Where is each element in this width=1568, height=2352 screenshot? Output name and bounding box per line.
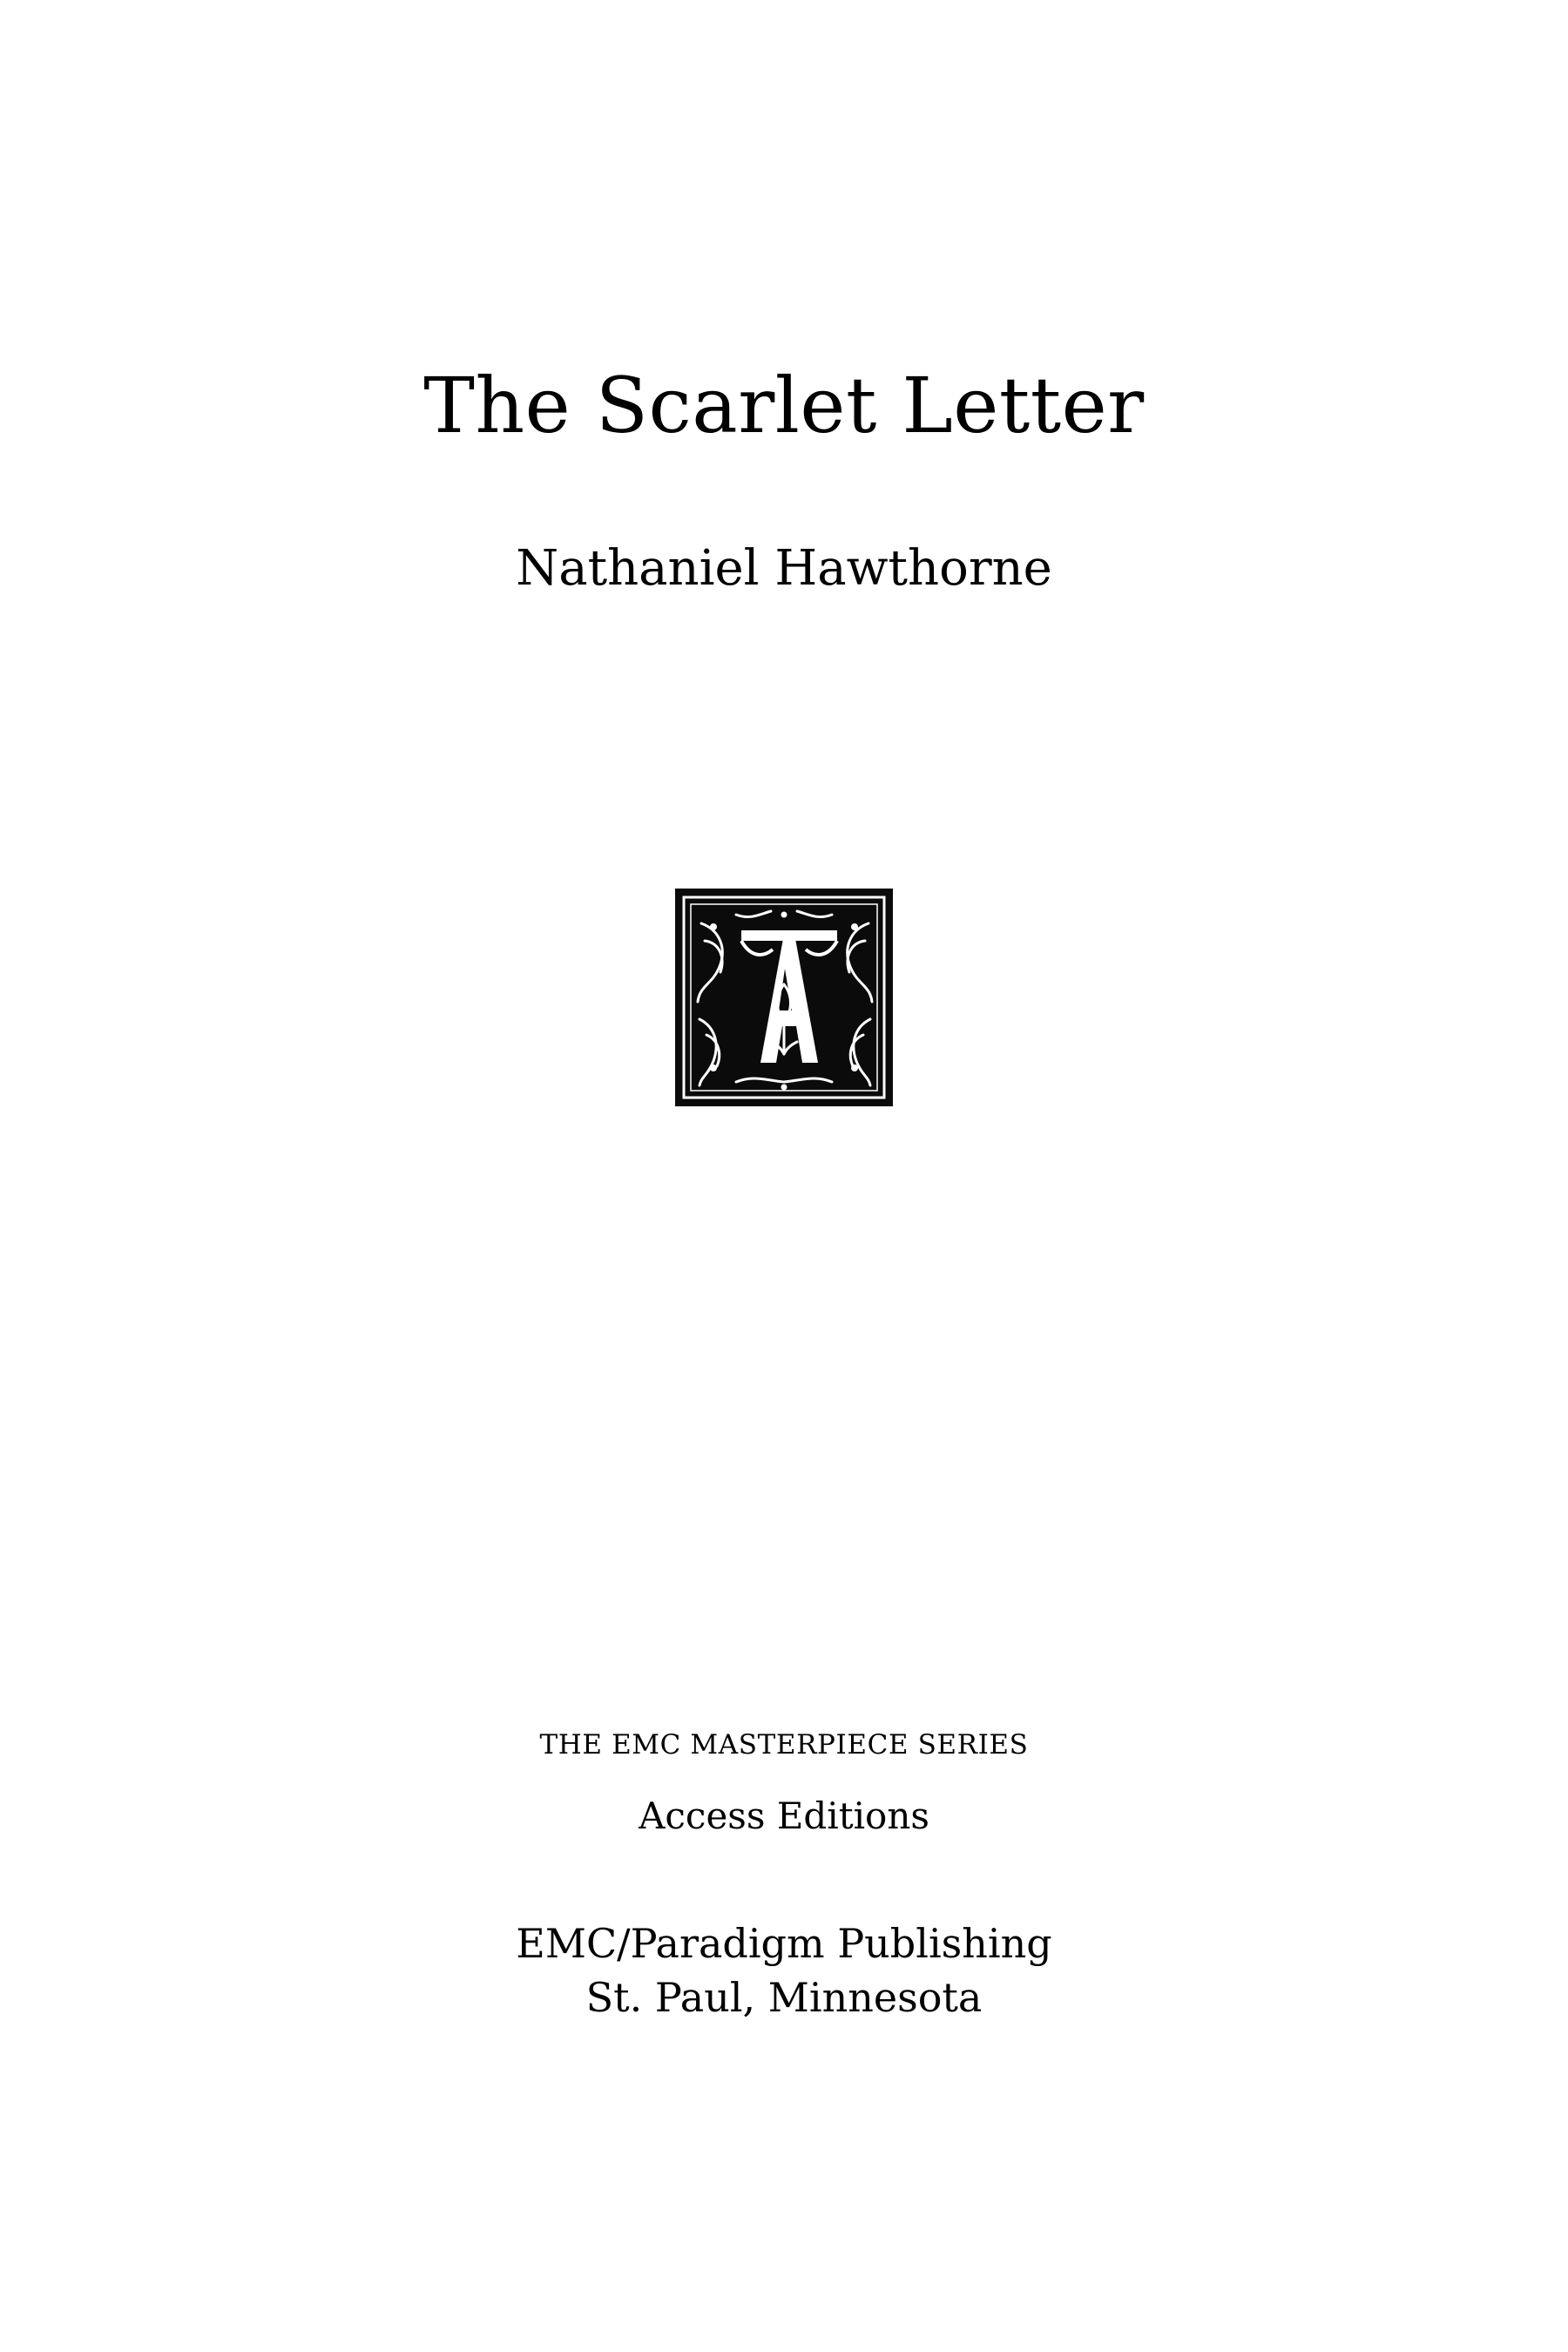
publisher-location: St. Paul, Minnesota — [585, 1974, 983, 2022]
edition-label: Access Editions — [639, 1794, 929, 1837]
series-label: THE EMC MASTERPIECE SERIES — [539, 1729, 1029, 1761]
book-title: The Scarlet Letter — [423, 361, 1145, 450]
decorative-initial-a-woodcut-icon — [675, 889, 893, 1106]
publisher-name: EMC/Paradigm Publishing — [516, 1920, 1052, 1967]
publisher-block — [0, 1916, 1568, 2024]
ornament-container — [0, 889, 1568, 1106]
book-author: Nathaniel Hawthorne — [516, 540, 1052, 597]
